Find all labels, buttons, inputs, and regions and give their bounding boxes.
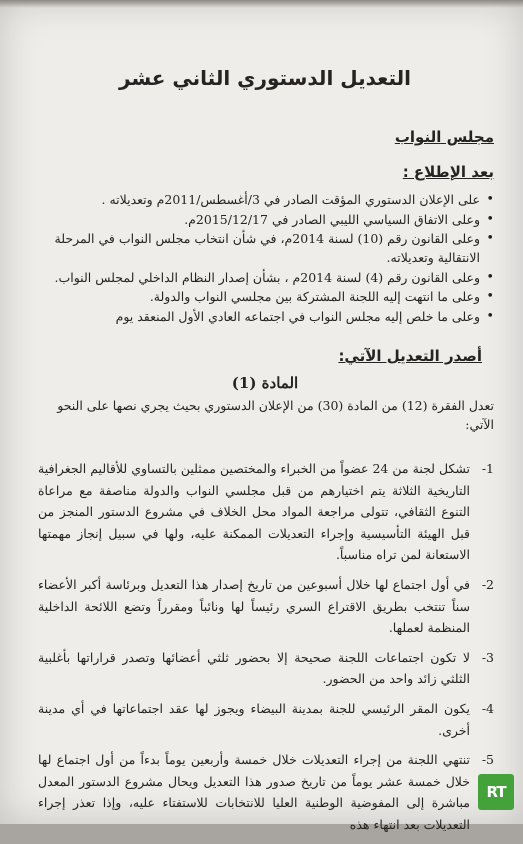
article-item-text: تنتهي اللجنة من إجراء التعديلات خلال خمسة وأربعين يوماً بدءاً من أول اجتماع لها خلال خمسة عشر يوماً من تاريخ صدور هذا التعديل ويحال مشروع الدستور المعدل مباشرة إلى المفوضية الوطنية العليا للانتخابات للاستفتاء عليه، وإذا تعذر إجراء التعديلات بعد انتهاء هذه (38, 752, 470, 832)
preamble-item: • على الإعلان الدستوري المؤقت الصادر في 3/أغسطس/2011م وتعديلاته . (38, 190, 494, 209)
preamble-item: • وعلى ما خلص إليه مجلس النواب في اجتماعه العادي الأول المنعقد يوم (38, 307, 494, 326)
article-item (38, 574, 494, 639)
page-top-shadow (0, 0, 523, 8)
article-item (38, 647, 494, 690)
article-item (38, 698, 494, 741)
article-item-number: 1- (481, 461, 494, 476)
article-title: المادة (1) (231, 374, 299, 392)
section-heading: مجلس النواب (394, 128, 494, 146)
article-item-text: يكون المقر الرئيسي للجنة بمدينة البيضاء ويجوز لها عقد اجتماعاتها في أي مدينة أخرى. (38, 700, 470, 738)
rt-logo: RT (478, 774, 514, 810)
article-item-number: 4- (481, 700, 494, 716)
article-item-text: تشكل لجنة من 24 عضواً من الخبراء والمختصين ممثلين بالتساوي للأقاليم الجغرافية التاريخية الثلاثة يتم اختيارهم من قبل مجلسي النواب والدولة مناصفة مع مراعاة التنوع الثقافي، تتولى مراجعة المواد محل الخلاف في مشروع الدستور المنجز من قبل الهيئة التأسيسية وإجراء التعديلات الممكنة عليه، ولها في سبيل إنجاز مهمتها الاستعانة لمن تراه مناسباً. (38, 461, 470, 563)
article-item-number: 3- (481, 649, 494, 665)
preamble-list (38, 190, 494, 326)
issued-heading: أصدر التعديل الآتي: (338, 347, 482, 365)
article-items (38, 458, 494, 844)
article-item (38, 749, 494, 835)
article-item-number: 5- (481, 752, 494, 768)
article-intro: تعدل الفقرة (12) من المادة (30) من الإعلان الدستوري بحيث يجري نصها على النحو الآتي: (57, 398, 494, 432)
preamble-heading: بعد الإطلاع : (402, 163, 494, 181)
preamble-item: • وعلى القانون رقم (4) لسنة 2014م ، بشأن إصدار النظام الداخلي لمجلس النواب. (38, 268, 494, 287)
preamble-item: • وعلى ما انتهت إليه اللجنة المشتركة بين مجلسي النواب والدولة. (38, 287, 494, 306)
preamble-item: • وعلى القانون رقم (10) لسنة 2014م، في شأن انتخاب مجلس النواب في المرحلة الانتقالية وتعديلاته. (38, 229, 494, 267)
article-item-number: 2- (481, 576, 494, 592)
article-item-text: لا تكون اجتماعات اللجنة صحيحة إلا بحضور ثلثي أعضائها وتصدر قراراتها بأغلبية الثلثي زائد واحد من الحضور. (38, 649, 470, 687)
article-item-text: في أول اجتماع لها خلال أسبوعين من تاريخ إصدار هذا التعديل وبرئاسة أكبر الأعضاء سناً تنتخب بطريق الاقتراع السري رئيساً لها ونائباً ومقرراً وتضع اللائحة الداخلية المنظمة لعملها. (38, 576, 470, 636)
document-title: التعديل الدستوري الثاني عشر (119, 66, 411, 90)
preamble-item: • وعلى الاتفاق السياسي الليبي الصادر في 2015/12/17م. (38, 210, 494, 229)
article-item (38, 458, 494, 566)
